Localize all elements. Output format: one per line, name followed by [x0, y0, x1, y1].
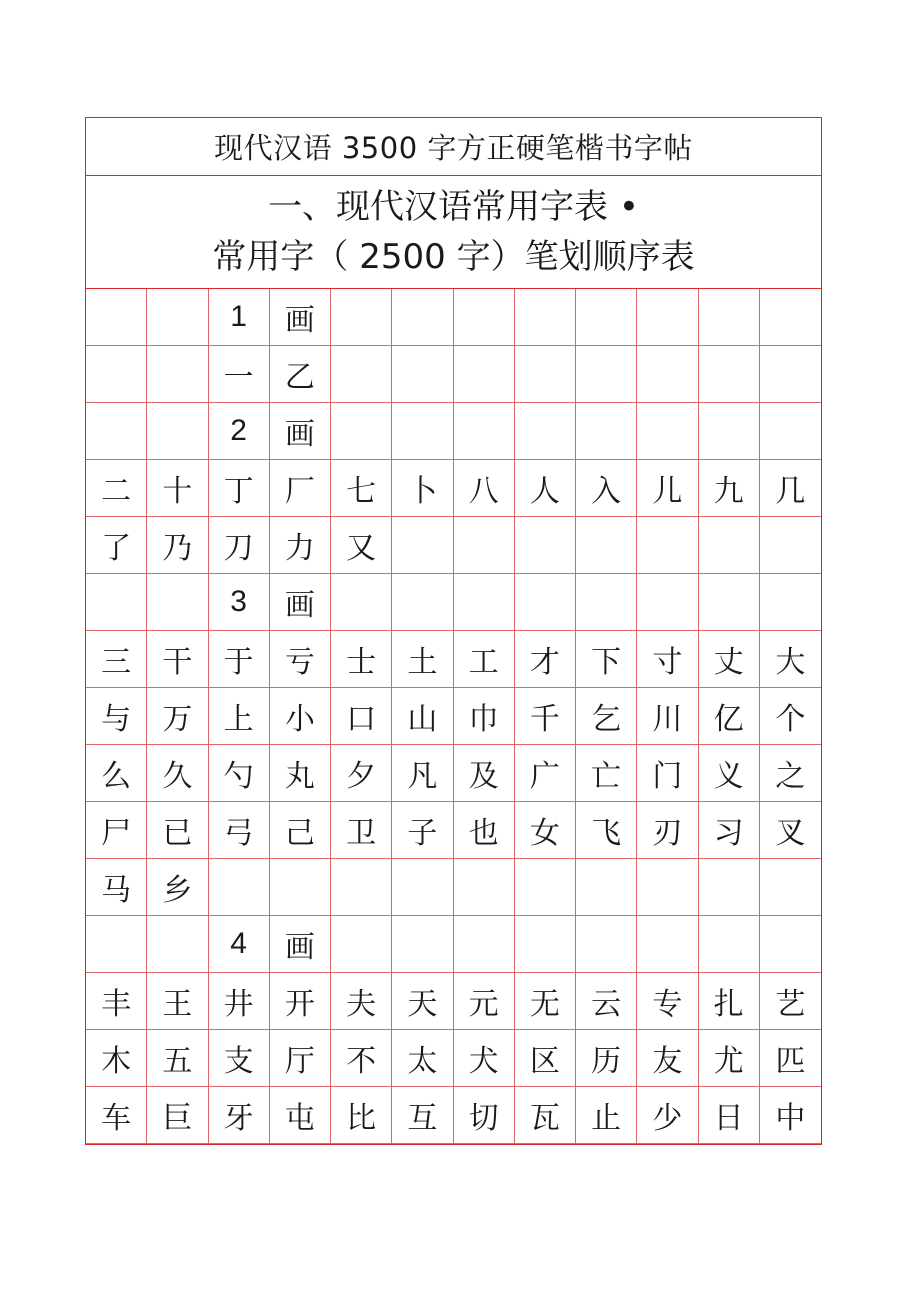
- grid-cell-empty: [392, 403, 453, 460]
- grid-cell-empty: [515, 517, 576, 574]
- grid-cell-empty: [86, 403, 147, 460]
- grid-cell-empty: [147, 403, 208, 460]
- grid-cell-character: 瓦: [515, 1087, 576, 1144]
- grid-cell-character: 日: [699, 1087, 760, 1144]
- grid-cell-empty: [454, 346, 515, 403]
- grid-cell-empty: [454, 289, 515, 346]
- grid-cell-character: 3: [209, 574, 270, 631]
- grid-cell-character: 么: [86, 745, 147, 802]
- section-heading: [86, 176, 821, 289]
- grid-cell-empty: [576, 916, 637, 973]
- grid-cell-character: 三: [86, 631, 147, 688]
- grid-cell-character: 支: [209, 1030, 270, 1087]
- grid-cell-character: 画: [270, 574, 331, 631]
- grid-cell-character: 1: [209, 289, 270, 346]
- grid-cell-character: 比: [331, 1087, 392, 1144]
- grid-cell-character: 牙: [209, 1087, 270, 1144]
- grid-cell-character: 互: [392, 1087, 453, 1144]
- grid-cell-empty: [515, 403, 576, 460]
- grid-cell-character: 亏: [270, 631, 331, 688]
- grid-cell-character: 王: [147, 973, 208, 1030]
- copybook-sheet: [85, 117, 822, 1145]
- grid-cell-character: 干: [147, 631, 208, 688]
- grid-cell-character: 历: [576, 1030, 637, 1087]
- grid-cell-character: 又: [331, 517, 392, 574]
- grid-cell-empty: [699, 574, 760, 631]
- grid-cell-character: 习: [699, 802, 760, 859]
- grid-cell-empty: [760, 574, 821, 631]
- grid-cell-character: 川: [637, 688, 698, 745]
- grid-cell-empty: [86, 574, 147, 631]
- grid-cell-empty: [86, 916, 147, 973]
- grid-cell-character: 丁: [209, 460, 270, 517]
- grid-cell-character: 下: [576, 631, 637, 688]
- grid-cell-character: 勺: [209, 745, 270, 802]
- copybook-title-row: [86, 118, 821, 176]
- grid-cell-empty: [392, 517, 453, 574]
- grid-cell-character: 叉: [760, 802, 821, 859]
- grid-cell-character: 力: [270, 517, 331, 574]
- grid-cell-character: 无: [515, 973, 576, 1030]
- grid-cell-character: 扎: [699, 973, 760, 1030]
- grid-cell-character: 广: [515, 745, 576, 802]
- grid-cell-character: 五: [147, 1030, 208, 1087]
- grid-cell-character: 上: [209, 688, 270, 745]
- grid-cell-character: 弓: [209, 802, 270, 859]
- grid-cell-empty: [637, 859, 698, 916]
- grid-cell-character: 小: [270, 688, 331, 745]
- grid-cell-character: 井: [209, 973, 270, 1030]
- grid-cell-character: 乞: [576, 688, 637, 745]
- grid-cell-character: 刃: [637, 802, 698, 859]
- grid-cell-character: 乡: [147, 859, 208, 916]
- grid-cell-character: 尤: [699, 1030, 760, 1087]
- grid-cell-character: 入: [576, 460, 637, 517]
- grid-cell-character: 太: [392, 1030, 453, 1087]
- grid-cell-character: 开: [270, 973, 331, 1030]
- grid-cell-character: 屯: [270, 1087, 331, 1144]
- grid-cell-empty: [392, 289, 453, 346]
- grid-cell-empty: [576, 859, 637, 916]
- grid-cell-empty: [637, 574, 698, 631]
- grid-cell-empty: [147, 574, 208, 631]
- grid-cell-character: 一: [209, 346, 270, 403]
- grid-cell-empty: [392, 916, 453, 973]
- grid-cell-empty: [270, 859, 331, 916]
- grid-cell-empty: [392, 859, 453, 916]
- grid-cell-empty: [699, 859, 760, 916]
- grid-cell-empty: [760, 403, 821, 460]
- grid-cell-character: 车: [86, 1087, 147, 1144]
- grid-cell-character: 已: [147, 802, 208, 859]
- grid-cell-character: 夕: [331, 745, 392, 802]
- grid-cell-character: 山: [392, 688, 453, 745]
- grid-cell-character: 画: [270, 289, 331, 346]
- grid-cell-empty: [331, 289, 392, 346]
- grid-cell-character: 乙: [270, 346, 331, 403]
- grid-cell-character: 了: [86, 517, 147, 574]
- grid-cell-character: 子: [392, 802, 453, 859]
- grid-cell-character: 少: [637, 1087, 698, 1144]
- grid-cell-character: 丰: [86, 973, 147, 1030]
- grid-cell-empty: [760, 346, 821, 403]
- grid-cell-empty: [576, 346, 637, 403]
- grid-cell-character: 与: [86, 688, 147, 745]
- grid-cell-character: 巾: [454, 688, 515, 745]
- grid-cell-character: 卫: [331, 802, 392, 859]
- section-heading-line-1: 一、现代汉语常用字表 •: [268, 187, 639, 227]
- grid-cell-character: 久: [147, 745, 208, 802]
- grid-cell-character: 于: [209, 631, 270, 688]
- grid-cell-empty: [699, 916, 760, 973]
- grid-cell-character: 儿: [637, 460, 698, 517]
- character-grid: [86, 289, 821, 1144]
- grid-cell-empty: [637, 346, 698, 403]
- grid-cell-empty: [454, 916, 515, 973]
- grid-cell-empty: [699, 517, 760, 574]
- grid-cell-empty: [86, 346, 147, 403]
- grid-cell-character: 飞: [576, 802, 637, 859]
- grid-cell-character: 九: [699, 460, 760, 517]
- grid-cell-empty: [760, 859, 821, 916]
- grid-cell-empty: [760, 289, 821, 346]
- grid-cell-character: 寸: [637, 631, 698, 688]
- grid-cell-empty: [576, 403, 637, 460]
- grid-cell-character: 元: [454, 973, 515, 1030]
- grid-cell-character: 止: [576, 1087, 637, 1144]
- grid-cell-empty: [515, 346, 576, 403]
- copybook-title: 现代汉语 3500 字方正硬笔楷书字帖: [214, 131, 693, 165]
- grid-cell-empty: [515, 916, 576, 973]
- grid-cell-empty: [392, 574, 453, 631]
- grid-cell-empty: [515, 859, 576, 916]
- grid-cell-character: 凡: [392, 745, 453, 802]
- grid-cell-empty: [331, 346, 392, 403]
- grid-cell-character: 犬: [454, 1030, 515, 1087]
- grid-cell-character: 人: [515, 460, 576, 517]
- grid-cell-empty: [699, 289, 760, 346]
- grid-cell-character: 八: [454, 460, 515, 517]
- grid-cell-empty: [331, 403, 392, 460]
- grid-cell-character: 丸: [270, 745, 331, 802]
- grid-cell-character: 友: [637, 1030, 698, 1087]
- grid-cell-character: 十: [147, 460, 208, 517]
- grid-cell-character: 二: [86, 460, 147, 517]
- grid-cell-character: 匹: [760, 1030, 821, 1087]
- grid-cell-character: 巨: [147, 1087, 208, 1144]
- grid-cell-character: 区: [515, 1030, 576, 1087]
- grid-cell-character: 土: [392, 631, 453, 688]
- grid-cell-character: 4: [209, 916, 270, 973]
- grid-cell-empty: [699, 346, 760, 403]
- grid-cell-character: 切: [454, 1087, 515, 1144]
- grid-cell-empty: [454, 574, 515, 631]
- grid-cell-character: 亿: [699, 688, 760, 745]
- grid-cell-character: 士: [331, 631, 392, 688]
- grid-cell-empty: [576, 574, 637, 631]
- grid-cell-empty: [637, 403, 698, 460]
- grid-cell-empty: [699, 403, 760, 460]
- grid-cell-character: 尸: [86, 802, 147, 859]
- grid-cell-empty: [331, 916, 392, 973]
- grid-cell-character: 夫: [331, 973, 392, 1030]
- grid-cell-character: 厅: [270, 1030, 331, 1087]
- grid-cell-character: 木: [86, 1030, 147, 1087]
- grid-cell-character: 口: [331, 688, 392, 745]
- grid-cell-empty: [147, 289, 208, 346]
- grid-cell-character: 亡: [576, 745, 637, 802]
- grid-cell-character: 艺: [760, 973, 821, 1030]
- grid-cell-character: 己: [270, 802, 331, 859]
- grid-cell-character: 刀: [209, 517, 270, 574]
- grid-cell-empty: [576, 517, 637, 574]
- grid-cell-character: 工: [454, 631, 515, 688]
- grid-cell-empty: [454, 517, 515, 574]
- grid-cell-empty: [515, 574, 576, 631]
- grid-cell-character: 中: [760, 1087, 821, 1144]
- grid-cell-character: 几: [760, 460, 821, 517]
- grid-cell-empty: [760, 517, 821, 574]
- grid-cell-character: 画: [270, 916, 331, 973]
- grid-cell-empty: [454, 403, 515, 460]
- grid-cell-empty: [209, 859, 270, 916]
- grid-cell-empty: [331, 859, 392, 916]
- grid-cell-empty: [147, 916, 208, 973]
- grid-cell-character: 专: [637, 973, 698, 1030]
- grid-cell-character: 厂: [270, 460, 331, 517]
- grid-cell-character: 丈: [699, 631, 760, 688]
- grid-cell-character: 画: [270, 403, 331, 460]
- grid-cell-empty: [147, 346, 208, 403]
- grid-cell-character: 卜: [392, 460, 453, 517]
- grid-cell-empty: [576, 289, 637, 346]
- grid-cell-empty: [331, 574, 392, 631]
- grid-cell-character: 之: [760, 745, 821, 802]
- grid-cell-character: 马: [86, 859, 147, 916]
- grid-cell-character: 乃: [147, 517, 208, 574]
- grid-cell-empty: [637, 289, 698, 346]
- grid-cell-empty: [392, 346, 453, 403]
- grid-cell-character: 门: [637, 745, 698, 802]
- grid-cell-character: 万: [147, 688, 208, 745]
- grid-cell-empty: [637, 916, 698, 973]
- grid-cell-character: 千: [515, 688, 576, 745]
- grid-cell-character: 不: [331, 1030, 392, 1087]
- grid-cell-character: 2: [209, 403, 270, 460]
- grid-cell-character: 大: [760, 631, 821, 688]
- grid-cell-character: 七: [331, 460, 392, 517]
- grid-cell-empty: [454, 859, 515, 916]
- grid-cell-character: 个: [760, 688, 821, 745]
- grid-cell-empty: [86, 289, 147, 346]
- grid-cell-character: 才: [515, 631, 576, 688]
- grid-cell-character: 天: [392, 973, 453, 1030]
- grid-cell-empty: [515, 289, 576, 346]
- grid-cell-empty: [637, 517, 698, 574]
- section-heading-line-2: 常用字（ 2500 字）笔划顺序表: [212, 237, 695, 277]
- grid-cell-character: 义: [699, 745, 760, 802]
- grid-cell-character: 也: [454, 802, 515, 859]
- grid-cell-character: 云: [576, 973, 637, 1030]
- grid-cell-character: 女: [515, 802, 576, 859]
- grid-cell-empty: [760, 916, 821, 973]
- grid-cell-character: 及: [454, 745, 515, 802]
